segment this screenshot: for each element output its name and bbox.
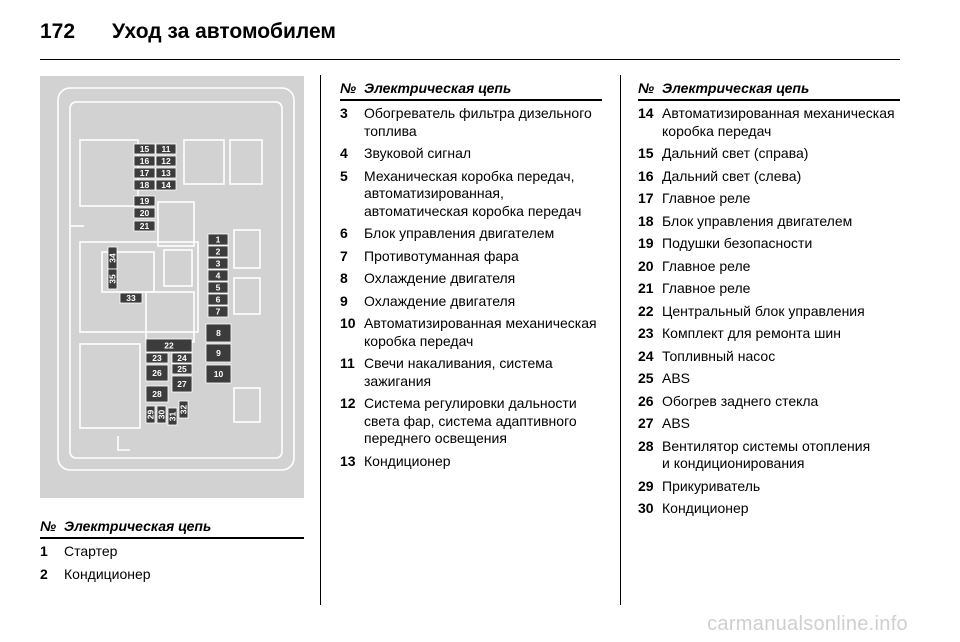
table-header-circuit: Электрическая цепь — [364, 80, 512, 96]
fuse-description: Центральный блок управления — [662, 302, 865, 319]
fuse-label: 1 — [215, 234, 221, 245]
fuse-label: 30 — [156, 409, 167, 420]
fuse-number: 4 — [340, 145, 348, 161]
fuse-number: 17 — [638, 190, 654, 206]
fuse-row — [638, 168, 900, 186]
fuse-label: 32 — [178, 404, 189, 415]
fuse-number: 28 — [638, 437, 654, 454]
fuse-label: 35 — [107, 274, 118, 284]
fuse-row — [638, 145, 900, 163]
fuse-row — [638, 325, 900, 343]
fuse-row — [638, 370, 900, 388]
fuse-row — [638, 415, 900, 433]
fuse-number: 30 — [638, 500, 654, 516]
fuse-row — [40, 566, 304, 584]
fuse-description: Комплект для ремонта шин — [662, 325, 841, 341]
fuse-description: Кондиционер — [64, 565, 151, 582]
fuse-row — [638, 478, 900, 496]
fuse-label: 23 — [152, 353, 162, 363]
fuse-row — [638, 105, 900, 140]
fuse-label: 13 — [161, 168, 171, 178]
fuse-number: 5 — [340, 167, 348, 184]
fuse-number: 13 — [340, 452, 356, 469]
column-divider-1 — [320, 75, 321, 605]
fuse-label: 3 — [215, 258, 221, 269]
fuse-number: 11 — [340, 355, 355, 371]
fuse-description: Система регулировки дальности света фар, система адаптивного переднего освещения — [364, 395, 577, 446]
fuse-number: 21 — [638, 280, 654, 296]
fuse-row — [638, 500, 900, 518]
fuse-description: Кондиционер — [364, 452, 451, 469]
fuse-row — [638, 258, 900, 276]
table-header — [40, 518, 304, 539]
fuse-label: 6 — [215, 294, 221, 305]
fuse-label: 27 — [177, 379, 187, 389]
fuse-row — [340, 293, 602, 311]
fuse-number: 2 — [40, 565, 48, 582]
fuse-label: 29 — [145, 409, 156, 420]
fuse-label: 9 — [216, 348, 221, 358]
fuse-row — [40, 543, 304, 561]
fuse-description: Прикуриватель — [662, 477, 761, 494]
fuse-description: Блок управления двигателем — [662, 212, 853, 229]
fuse-number: 16 — [638, 167, 654, 184]
fuse-number: 27 — [638, 415, 654, 431]
fuse-number: 22 — [638, 302, 654, 319]
fuse-number: 8 — [340, 270, 348, 286]
fuse-description: Звуковой сигнал — [364, 145, 472, 161]
fuse-row — [340, 145, 602, 163]
fuse-description: Дальний свет (слева) — [662, 167, 802, 184]
fuse-number: 1 — [40, 543, 48, 559]
fuse-description: Главное реле — [662, 257, 751, 274]
fuse-label: 10 — [213, 369, 224, 379]
table-header-circuit: Электрическая цепь — [662, 80, 810, 96]
fuse-description: Обогрев заднего стекла — [662, 392, 819, 409]
fuse-description: Дальний свет (справа) — [662, 145, 809, 161]
fuse-row — [638, 348, 900, 366]
fuse-table-column-3 — [638, 80, 900, 523]
fuse-row — [340, 355, 602, 390]
fuse-row — [638, 438, 900, 473]
fuse-label: 15 — [139, 144, 150, 154]
fuse-number: 10 — [340, 315, 356, 331]
fuse-description: Блок управления двигателем — [364, 225, 555, 241]
fuse-description: Охлаждение двигателя — [364, 270, 516, 286]
fuse-label: 4 — [215, 270, 221, 281]
fuse-label: 18 — [139, 180, 150, 190]
fuse-table-column-2 — [340, 80, 602, 475]
fuse-row — [638, 235, 900, 253]
fuse-label: 33 — [126, 293, 136, 303]
fuse-row — [638, 280, 900, 298]
fuse-row — [638, 303, 900, 321]
fuse-label: 24 — [177, 353, 187, 363]
fuse-number: 9 — [340, 292, 348, 309]
fuse-number: 20 — [638, 257, 654, 274]
fuse-label: 22 — [164, 340, 174, 351]
fuse-label: 5 — [215, 282, 221, 293]
page-title: Уход за автомобилем — [112, 20, 336, 43]
fuse-description: Вентилятор системы отопления и кондиционирования — [662, 437, 871, 471]
fuse-label: 20 — [139, 208, 150, 218]
fuse-number: 29 — [638, 477, 654, 494]
fuse-description: Автоматизированная механическая коробка передач — [662, 105, 895, 139]
fuse-number: 3 — [340, 105, 348, 121]
fuse-row — [340, 225, 602, 243]
fuse-table-column-1 — [40, 518, 304, 588]
fuse-description: ABS — [662, 370, 691, 386]
fuse-label: 8 — [216, 328, 221, 338]
fuse-label: 17 — [139, 168, 150, 178]
fuse-description: Свечи накаливания, система зажигания — [364, 355, 553, 389]
fuse-description: Топливный насос — [662, 347, 776, 364]
fuse-number: 25 — [638, 370, 654, 386]
fuse-label: 34 — [107, 253, 118, 263]
fuse-description: ABS — [662, 415, 691, 431]
fuse-label: 16 — [139, 156, 150, 166]
fuse-label: 31 — [167, 411, 178, 422]
column-divider-2 — [620, 75, 621, 605]
fuse-label: 14 — [161, 180, 171, 190]
header-rule — [40, 59, 900, 60]
fuse-label: 25 — [177, 364, 187, 374]
fuse-number: 18 — [638, 212, 654, 229]
fuse-description: Автоматизированная механическая коробка передач — [364, 315, 597, 349]
fuse-number: 26 — [638, 392, 654, 409]
fuse-description: Механическая коробка передач, автоматизированная, автоматическая коробка передач — [364, 167, 582, 219]
fuse-number: 6 — [340, 225, 348, 241]
page-header — [40, 14, 336, 50]
fuse-number: 24 — [638, 347, 654, 364]
table-header-number: № — [40, 518, 57, 534]
fuse-row — [340, 315, 602, 350]
fuse-label: 26 — [152, 368, 162, 378]
watermark: carmanualsonline.info — [707, 613, 908, 635]
fuse-box-diagram — [40, 76, 304, 498]
table-header-circuit: Электрическая цепь — [64, 518, 212, 534]
fuse-number: 14 — [638, 105, 654, 121]
fuse-number: 12 — [340, 395, 356, 411]
fuse-label: 7 — [215, 306, 221, 317]
page-number: 172 — [40, 20, 76, 43]
table-header — [340, 80, 602, 101]
fuse-number: 15 — [638, 145, 654, 161]
table-header — [638, 80, 900, 101]
fuse-row — [340, 248, 602, 266]
fuse-number: 19 — [638, 235, 654, 251]
fuse-description: Обогреватель фильтра дизельного топлива — [364, 105, 592, 139]
fuse-description: Главное реле — [662, 190, 751, 206]
fuse-label: 11 — [161, 144, 171, 154]
fuse-description: Главное реле — [662, 280, 751, 296]
table-header-number: № — [638, 80, 655, 96]
fuse-label: 19 — [139, 196, 150, 206]
fuse-label: 28 — [152, 389, 162, 399]
fuse-number: 23 — [638, 325, 654, 341]
fuse-row — [638, 190, 900, 208]
fuse-description: Подушки безопасности — [662, 235, 813, 251]
fuse-row — [638, 393, 900, 411]
fuse-row — [638, 213, 900, 231]
fuse-row — [340, 105, 602, 140]
fuse-description: Противотуманная фара — [364, 247, 519, 264]
fuse-label: 2 — [215, 246, 221, 257]
fuse-label: 12 — [161, 156, 171, 166]
fuse-description: Охлаждение двигателя — [364, 292, 516, 309]
fuse-row — [340, 168, 602, 221]
table-header-number: № — [340, 80, 357, 96]
fuse-number: 7 — [340, 247, 348, 264]
fuse-description: Стартер — [64, 543, 118, 559]
fuse-row — [340, 395, 602, 448]
fuse-label: 21 — [139, 221, 150, 231]
fuse-description: Кондиционер — [662, 500, 749, 516]
fuse-row — [340, 270, 602, 288]
fuse-row — [340, 453, 602, 471]
